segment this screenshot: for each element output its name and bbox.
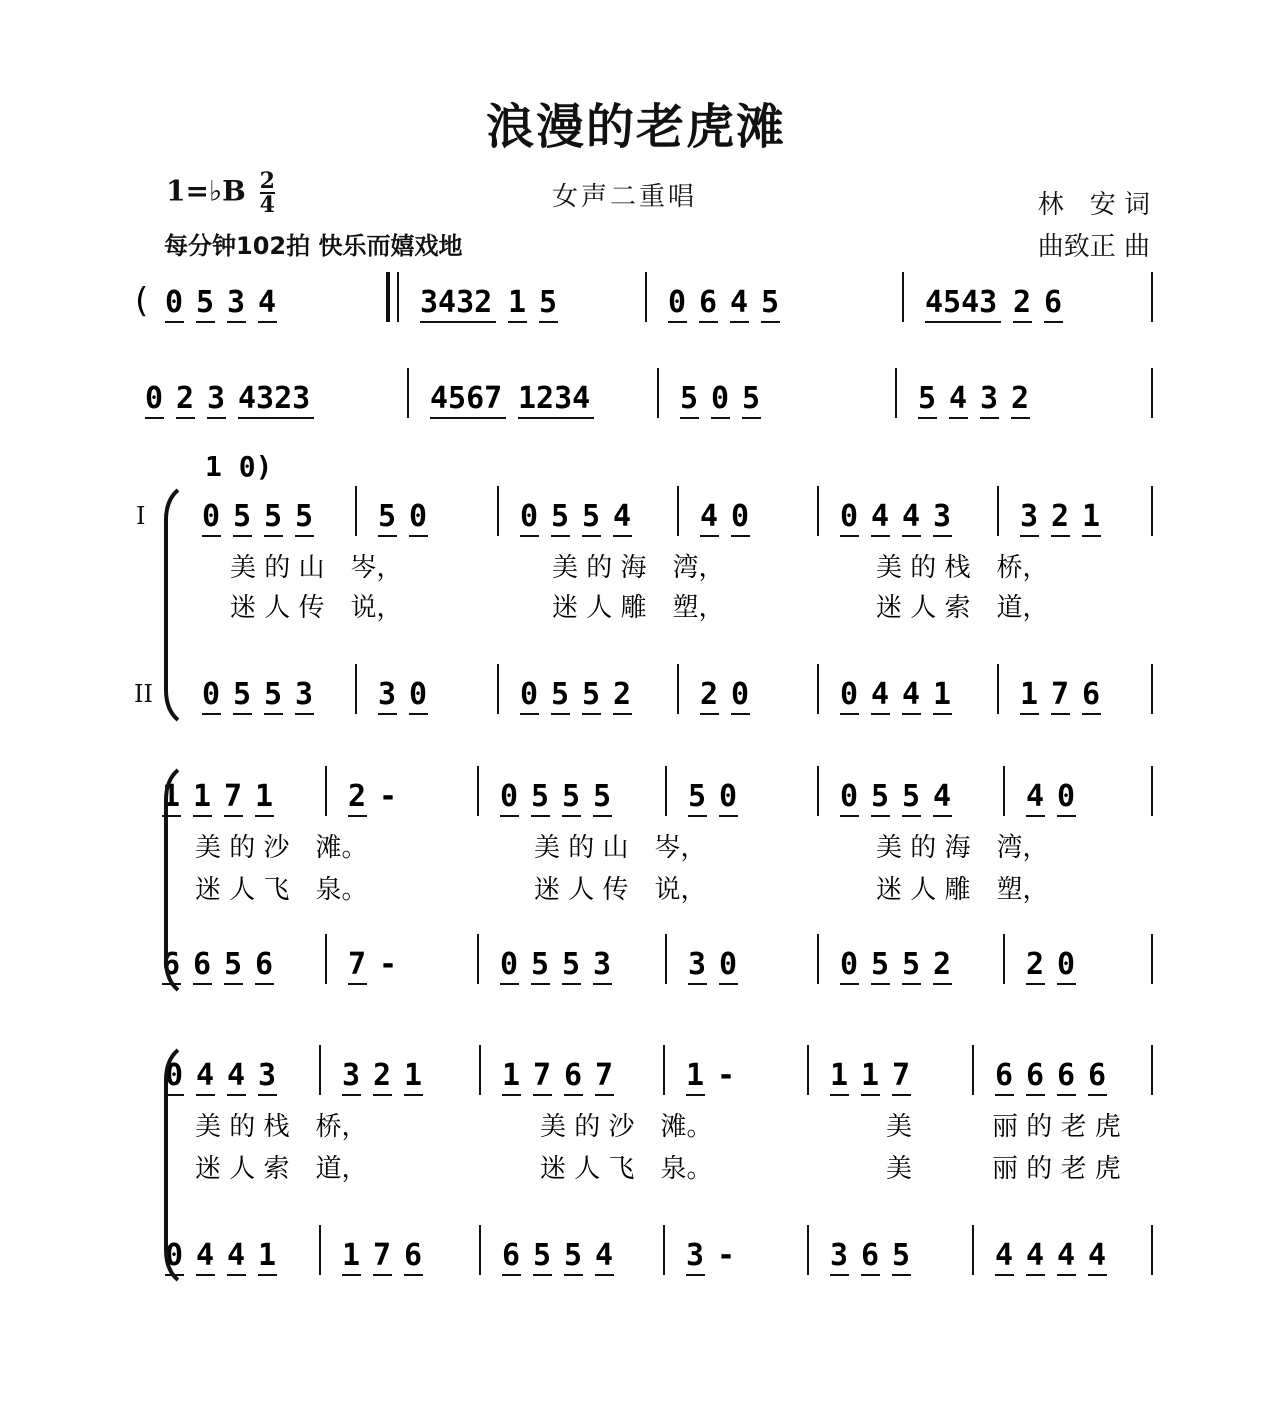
note: 1 [502,1058,521,1093]
lyric-text: 迷 人 索 道， [876,593,1049,623]
note: 4323 [238,381,311,416]
note: 4 [902,677,921,712]
note: 5 [533,1238,552,1273]
note: 1 [193,779,212,814]
note: 5 [551,499,570,534]
note: 3 [933,499,952,534]
note: 0 [731,499,750,534]
lyric-text: 美 的 沙 滩。 [195,833,368,863]
note: 5 [233,499,252,534]
lyric-text: 美 的 海 湾， [876,833,1049,863]
note: 4 [613,499,632,534]
note: 5 [551,677,570,712]
note: 1 [686,1058,705,1093]
note: 0 [520,677,539,712]
note: 3 [1020,499,1039,534]
note: 4 [595,1238,614,1273]
note: 6 [1044,285,1063,320]
note: 5 [582,677,601,712]
note: 3 [830,1238,849,1273]
note: 4 [1026,1238,1045,1273]
note: 1 [1082,499,1101,534]
note: 7 [533,1058,552,1093]
note: 4 [700,499,719,534]
note: 5 [918,381,937,416]
note: 1 [342,1238,361,1273]
lyric-text: 美 [886,1112,913,1142]
note: 5 [742,381,761,416]
note: 2 [176,381,195,416]
note: 2 [373,1058,392,1093]
note: 1 [255,779,274,814]
note: 6 [1082,677,1101,712]
note: 4 [258,285,277,320]
note: 0 [202,499,221,534]
note: 4 [1088,1238,1107,1273]
lyric-text: 丽 的 老 虎 [992,1154,1121,1184]
note: 2 [1013,285,1032,320]
note: 6 [1057,1058,1076,1093]
note: 1 [404,1058,423,1093]
note: 0 [165,1058,184,1093]
note: 7 [595,1058,614,1093]
time-signature-bottom: 4 [259,192,275,218]
note: 1 [508,285,527,320]
lyric-text: 美 的 沙 滩。 [540,1112,713,1142]
note: 1 [933,677,952,712]
note: 0 [1057,947,1076,982]
note: 5 [761,285,780,320]
note: 4 [902,499,921,534]
note: 0 [500,947,519,982]
lyric-text: 迷 人 雕 塑， [552,593,725,623]
note: 4 [1057,1238,1076,1273]
note: 3 [227,285,246,320]
note: 7 [892,1058,911,1093]
lyric-text: 迷 人 传 说， [230,593,403,623]
note: 6 [255,947,274,982]
note: 5 [582,499,601,534]
note: 5 [264,499,283,534]
lyric-text: 丽 的 老 虎 [992,1112,1121,1142]
note: 1 [1020,677,1039,712]
note: 4 [871,499,890,534]
lyric-text: 迷 人 飞 泉。 [195,875,368,905]
note: 5 [562,779,581,814]
note: 4 [1026,779,1045,814]
note: - [379,947,398,982]
note: 5 [224,947,243,982]
note: 2 [1011,381,1030,416]
note: 5 [378,499,397,534]
lyric-text: 美 的 海 湾， [552,553,725,583]
note: 1 [861,1058,880,1093]
note: 0 [1057,779,1076,814]
lyric-text: 美 [886,1154,913,1184]
note: 0 [202,677,221,712]
note: 0 [711,381,730,416]
note: 5 [871,947,890,982]
note: 4 [995,1238,1014,1273]
note: 4 [227,1058,246,1093]
note: 6 [193,947,212,982]
note: 6 [564,1058,583,1093]
note: 6 [162,947,181,982]
lyricist-credit: 林 安 词 [1037,190,1150,220]
note: 3 [686,1238,705,1273]
note: 3432 [420,285,493,320]
note: 2 [348,779,367,814]
lyric-text: 美 的 山 岑， [230,553,403,583]
note: 4 [196,1238,215,1273]
note: 2 [1051,499,1070,534]
composer-credit: 曲致正 曲 [1037,232,1150,262]
note: - [717,1238,736,1273]
note: 5 [902,947,921,982]
tempo-marking: 每分钟102拍 快乐而嬉戏地 [164,232,463,260]
note: 5 [562,947,581,982]
note: 0 [840,677,859,712]
subtitle: 女声二重唱 [552,182,698,212]
note: 5 [295,499,314,534]
note: 5 [902,779,921,814]
note: 0 [409,499,428,534]
note: 3 [980,381,999,416]
note: 3 [688,947,707,982]
note: 3 [258,1058,277,1093]
note: 3 [295,677,314,712]
note: 5 [593,779,612,814]
note: 1234 [518,381,591,416]
note: 3 [378,677,397,712]
note: 0 [500,779,519,814]
note: 4543 [925,285,998,320]
note: 6 [699,285,718,320]
note: - [717,1058,736,1093]
note: 6 [1026,1058,1045,1093]
note: 4567 [430,381,503,416]
note: 4 [196,1058,215,1093]
note: 4 [949,381,968,416]
system-bracket [166,490,178,720]
note: 0 [165,285,184,320]
voice-label-1: I [136,502,146,530]
note: 4 [871,677,890,712]
note: 7 [224,779,243,814]
note: 2 [700,677,719,712]
note: 6 [502,1238,521,1273]
note: 4 [227,1238,246,1273]
note: 5 [680,381,699,416]
open-paren: ( [135,281,149,321]
note: 5 [892,1238,911,1273]
note: 7 [348,947,367,982]
note: 4 [730,285,749,320]
note: 5 [564,1238,583,1273]
lyric-text: 美 的 山 岑， [534,833,707,863]
note: 1 [258,1238,277,1273]
note: 5 [531,779,550,814]
note: 6 [861,1238,880,1273]
volta-ending: 1 0) [205,450,273,483]
lyric-text: 迷 人 索 道， [195,1154,368,1184]
note: 0 [668,285,687,320]
note: 0 [731,677,750,712]
note: - [379,779,398,814]
note: 2 [933,947,952,982]
note: 2 [1026,947,1045,982]
note: 0 [719,779,738,814]
note: 2 [613,677,632,712]
note: 4 [933,779,952,814]
key-label: 1=♭B [166,174,246,208]
note: 0 [409,677,428,712]
note: 0 [840,779,859,814]
time-signature-top: 2 [259,168,275,194]
note: 1 [162,779,181,814]
note: 0 [840,499,859,534]
note: 3 [342,1058,361,1093]
note: 0 [840,947,859,982]
note: 3 [207,381,226,416]
score-title: 浪漫的老虎滩 [485,99,786,155]
voice-label-2: II [134,680,153,708]
note: 6 [995,1058,1014,1093]
note: 1 [830,1058,849,1093]
note: 5 [196,285,215,320]
note: 7 [1051,677,1070,712]
note: 5 [531,947,550,982]
note: 0 [145,381,164,416]
lyric-text: 迷 人 飞 泉。 [540,1154,713,1184]
lyric-text: 美 的 栈 桥， [195,1112,368,1142]
lyric-text: 迷 人 雕 塑， [876,875,1049,905]
note: 6 [404,1238,423,1273]
lyric-text: 美 的 栈 桥， [876,553,1049,583]
note: 5 [233,677,252,712]
note: 0 [165,1238,184,1273]
note: 0 [719,947,738,982]
note: 6 [1088,1058,1107,1093]
lyric-text: 迷 人 传 说， [534,875,707,905]
note: 0 [520,499,539,534]
note: 7 [373,1238,392,1273]
note: 3 [593,947,612,982]
note: 5 [539,285,558,320]
note: 5 [264,677,283,712]
note: 5 [871,779,890,814]
note: 5 [688,779,707,814]
